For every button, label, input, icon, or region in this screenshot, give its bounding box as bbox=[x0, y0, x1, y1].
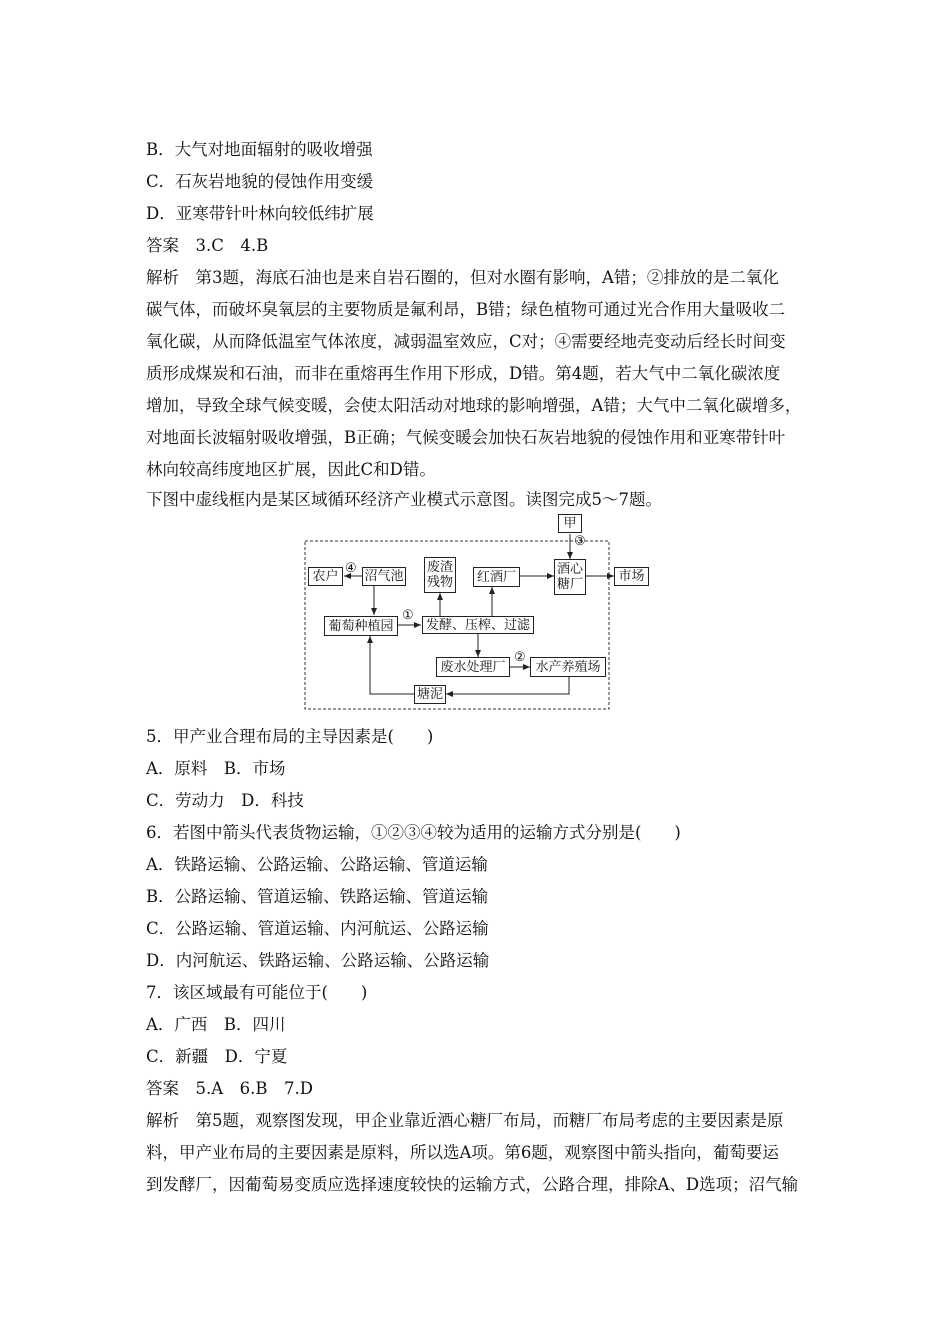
option-line: D．亚寒带针叶林向较低纬扩展 bbox=[146, 204, 374, 223]
box-zhaoqichi: 沼气池 bbox=[362, 567, 406, 586]
box-jiuxintangchang: 酒心糖厂 bbox=[554, 559, 586, 595]
analysis-line: 碳气体，而破坏臭氧层的主要物质是氟利昂，B错；绿色植物可通过光合作用大量吸收二 bbox=[146, 300, 786, 319]
analysis-line: 解析 第3题，海底石油也是来自岩石圈的，但对水圈有影响，A错；②排放的是二氧化 bbox=[146, 268, 779, 287]
analysis-line: 到发酵厂，因葡萄易变质应选择速度较快的运输方式，公路合理，排除A、D选项；沼气输 bbox=[146, 1175, 799, 1194]
box-shuichan: 水产养殖场 bbox=[530, 657, 606, 677]
box-tangni: 塘泥 bbox=[414, 685, 446, 704]
box-hongjiuchang: 红酒厂 bbox=[473, 567, 520, 587]
analysis-line: 解析 第5题，观察图发现，甲企业靠近酒心糖厂布局，而糖厂布局考虑的主要因素是原 bbox=[146, 1111, 784, 1130]
analysis-line: 对地面长波辐射吸收增强，B正确；气候变暖会加快石灰岩地貌的侵蚀作用和亚寒带针叶 bbox=[146, 428, 786, 447]
option-line: C．石灰岩地貌的侵蚀作用变缓 bbox=[146, 172, 374, 191]
option-line: B．公路运输、管道运输、铁路运输、管道运输 bbox=[146, 887, 489, 906]
analysis-line: 质形成煤炭和石油，而非在重熔再生作用下形成，D错。第4题，若大气中二氧化碳浓度 bbox=[146, 364, 781, 383]
option-line: D．内河航运、铁路运输、公路运输、公路运输 bbox=[146, 951, 490, 970]
box-feizha: 废渣残物 bbox=[424, 557, 456, 593]
analysis-line: 林向较高纬度地区扩展，因此C和D错。 bbox=[146, 460, 436, 479]
answer-line: 答案 3.C 4.B bbox=[146, 236, 269, 255]
analysis-line: 料，甲产业布局的主要因素是原料，所以选A项。第6题，观察图中箭头指向，葡萄要运 bbox=[146, 1143, 779, 1162]
box-fajiao: 发酵、压榨、过滤 bbox=[422, 616, 534, 634]
question-line: 7．该区域最有可能位于( ) bbox=[146, 983, 368, 1002]
option-line: C．公路运输、管道运输、内河航运、公路运输 bbox=[146, 919, 489, 938]
circular-economy-diagram bbox=[304, 514, 650, 710]
label-circle-2: ② bbox=[514, 650, 526, 665]
option-line: A．原料 B．市场 bbox=[146, 759, 286, 778]
option-line: B．大气对地面辐射的吸收增强 bbox=[146, 140, 373, 159]
label-circle-1: ① bbox=[402, 608, 414, 623]
option-line: A．广西 B．四川 bbox=[146, 1015, 286, 1034]
question-line: 5．甲产业合理布局的主导因素是( ) bbox=[146, 727, 434, 746]
analysis-line: 增加，导致全球气候变暖，会使太阳活动对地球的影响增强，A错；大气中二氧化碳增多， bbox=[146, 396, 802, 415]
question-line: 6．若图中箭头代表货物运输，①②③④较为适用的运输方式分别是( ) bbox=[146, 823, 681, 842]
label-circle-4: ④ bbox=[345, 561, 357, 576]
option-line: A．铁路运输、公路运输、公路运输、管道运输 bbox=[146, 855, 488, 874]
intro-line: 下图中虚线框内是某区域循环经济产业模式示意图。读图完成5～7题。 bbox=[146, 490, 662, 509]
box-feishui: 废水处理厂 bbox=[436, 657, 510, 677]
option-line: C．新疆 D．宁夏 bbox=[146, 1047, 288, 1066]
box-jia: 甲 bbox=[558, 514, 582, 533]
diagram-arrows bbox=[304, 514, 650, 710]
label-circle-3: ③ bbox=[574, 534, 586, 549]
analysis-line: 氧化碳，从而降低温室气体浓度，减弱温室效应，C对；④需要经地壳变动后经长时间变 bbox=[146, 332, 786, 351]
answer-line: 答案 5.A 6.B 7.D bbox=[146, 1079, 313, 1098]
box-putaozhongzhiyuan: 葡萄种植园 bbox=[324, 616, 398, 636]
box-shichang: 市场 bbox=[614, 567, 649, 586]
box-nonghu: 农户 bbox=[308, 567, 343, 586]
option-line: C．劳动力 D．科技 bbox=[146, 791, 304, 810]
